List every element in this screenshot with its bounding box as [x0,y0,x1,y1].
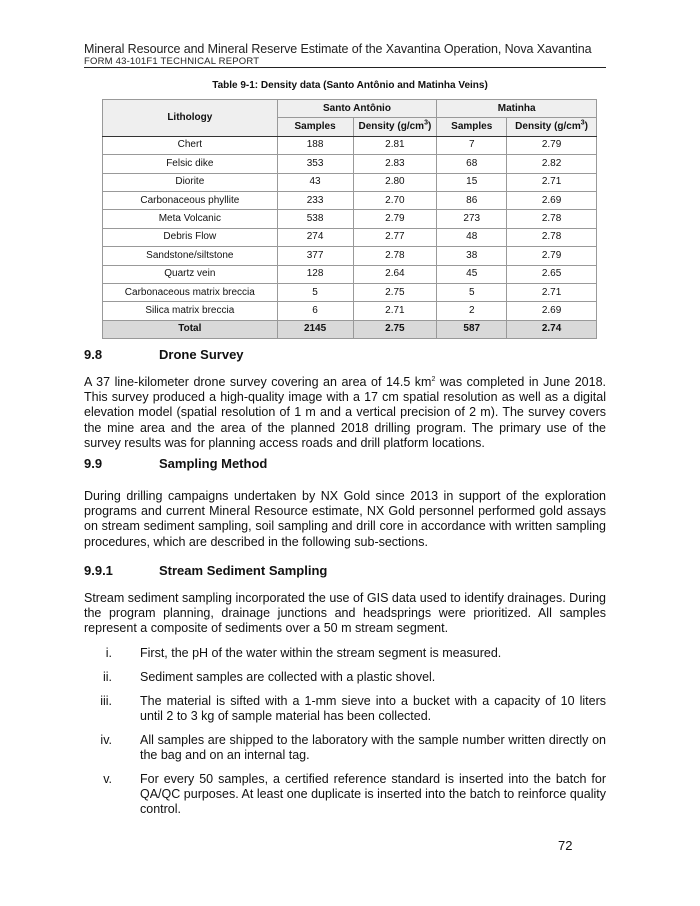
cell-m-samples: 48 [437,228,507,246]
cell-m-samples: 15 [437,173,507,191]
cell-sa-samples: 353 [277,155,353,173]
cell-sa-density: 2.78 [353,247,437,265]
section-heading-9-8 [84,347,244,362]
list-text: The material is sifted with a 1-mm sieve into a bucket with a capacity of 10 liters until 2 to 3 kg of sample material has been collected. [140,694,606,724]
total-m-samples: 587 [437,320,507,338]
table-row [103,136,597,154]
density-table [102,99,597,339]
cell-sa-samples: 5 [277,283,353,301]
cell-lithology: Sandstone/siltstone [103,247,278,265]
cell-m-density: 2.79 [507,247,597,265]
header-rule [84,67,606,68]
cell-m-density: 2.78 [507,228,597,246]
cell-lithology: Carbonaceous phyllite [103,191,278,209]
table-row [103,247,597,265]
cell-m-samples: 273 [437,210,507,228]
report-form: FORM 43-101F1 TECHNICAL REPORT [84,56,260,67]
col-header-m-density: Density $(g/cm^3)$ [507,118,597,136]
cell-sa-density: 2.70 [353,191,437,209]
section-title: Stream Sediment Sampling [159,563,328,578]
table-row [103,302,597,320]
cell-sa-samples: 6 [277,302,353,320]
table-total-row [103,320,597,338]
col-header-lithology: Lithology [103,100,278,137]
table-row [103,155,597,173]
cell-m-density: 2.79 [507,136,597,154]
stream-sediment-paragraph: Stream sediment sampling incorporated the use of GIS data used to identify drainages. During the program planning, drainage junctions and headsprings were prioritized. All samples represent a composite of sediments over a 50 m stream segment. [84,591,606,636]
cell-sa-samples: 43 [277,173,353,191]
list-text: First, the pH of the water within the stream segment is measured. [140,646,502,660]
cell-m-samples: 68 [437,155,507,173]
cell-sa-samples: 274 [277,228,353,246]
list-marker: iii. [100,694,112,708]
group-header-santo-antonio: Santo Antônio [277,100,437,118]
cell-sa-samples: 128 [277,265,353,283]
cell-sa-density: 2.77 [353,228,437,246]
cell-lithology: Carbonaceous matrix breccia [103,283,278,301]
cell-sa-samples: 188 [277,136,353,154]
sampling-method-paragraph: During drilling campaigns undertaken by NX Gold since 2013 in support of the exploration programs and current Mineral Resource estimate, NX Gold personnel performed gold assays on stream sediment sampling, soil sampling and drill core in accordance with written sampling procedures, which are described in the following sub-sections. [84,489,606,549]
col-header-sa-samples: Samples [277,118,353,136]
cell-m-density: 2.82 [507,155,597,173]
cell-m-density: 2.65 [507,265,597,283]
cell-m-samples: 45 [437,265,507,283]
list-text: All samples are shipped to the laboratory with the sample number written directly on the bag and on an internal tag. [140,733,606,763]
list-marker: iv. [100,733,112,747]
section-number: 9.8 [84,347,103,362]
running-header [84,42,606,67]
cell-sa-density: 2.71 [353,302,437,320]
section-heading-9-9 [84,456,267,471]
table-row [103,265,597,283]
cell-m-density: 2.71 [507,173,597,191]
total-sa-samples: 2145 [277,320,353,338]
report-title: Mineral Resource and Mineral Reserve Estimate of the Xavantina Operation, Nova Xavantina [84,42,592,56]
list-text: For every 50 samples, a certified reference standard is inserted into the batch for QA/QC purposes. At least one duplicate is inserted into the batch to reinforce quality control. [140,772,606,817]
cell-lithology: Diorite [103,173,278,191]
total-label: Total [103,320,278,338]
cell-m-samples: 2 [437,302,507,320]
cell-sa-density: 2.79 [353,210,437,228]
cell-sa-density: 2.64 [353,265,437,283]
cell-m-density: 2.78 [507,210,597,228]
section-title: Sampling Method [159,456,268,471]
cell-lithology: Meta Volcanic [103,210,278,228]
list-marker: v. [103,772,112,786]
table-row [103,173,597,191]
list-marker: i. [105,646,112,660]
group-header-matinha: Matinha [437,100,597,118]
section-number: 9.9 [84,456,103,471]
page-number: 72 [558,838,573,853]
cell-m-samples: 5 [437,283,507,301]
cell-sa-samples: 233 [277,191,353,209]
cell-m-density: 2.69 [507,302,597,320]
cell-m-samples: 38 [437,247,507,265]
drone-survey-paragraph: A 37 line-kilometer drone survey covering an area of 14.5 $km^2$ was completed in June 2018. This survey produced a high-quality image with a 17 cm spatial resolution as well as a digital elevation model (spatial resolution of 1 m and a vertical precision of 2 m). The survey covers the mine area and the area of the planned 2018 drilling program. The primary use of the survey results was for planning access roads and drill platform locations. [84,375,606,450]
cell-lithology: Silica matrix breccia [103,302,278,320]
table-row [103,210,597,228]
table-row [103,191,597,209]
list-text: Sediment samples are collected with a plastic shovel. [140,670,436,684]
cell-sa-density: 2.83 [353,155,437,173]
cell-sa-density: 2.75 [353,283,437,301]
total-m-density: 2.74 [507,320,597,338]
cell-m-density: 2.69 [507,191,597,209]
section-title: Drone Survey [159,347,244,362]
table-row [103,228,597,246]
cell-sa-samples: 538 [277,210,353,228]
cell-lithology: Debris Flow [103,228,278,246]
table-header-row [103,100,597,118]
cell-m-density: 2.71 [507,283,597,301]
col-header-sa-density: Density $(g/cm^3)$ [353,118,437,136]
list-marker: ii. [102,670,112,684]
section-number: 9.9.1 [84,563,113,578]
total-sa-density: 2.75 [353,320,437,338]
section-heading-9-9-1 [84,563,327,578]
cell-m-samples: 86 [437,191,507,209]
cell-lithology: Quartz vein [103,265,278,283]
cell-lithology: Chert [103,136,278,154]
cell-sa-density: 2.80 [353,173,437,191]
table-caption: Table 9-1: Density data (Santo Antônio and Matinha Veins) [212,80,488,91]
cell-sa-density: 2.81 [353,136,437,154]
col-header-m-samples: Samples [437,118,507,136]
table-row [103,283,597,301]
cell-lithology: Felsic dike [103,155,278,173]
cell-sa-samples: 377 [277,247,353,265]
cell-m-samples: 7 [437,136,507,154]
